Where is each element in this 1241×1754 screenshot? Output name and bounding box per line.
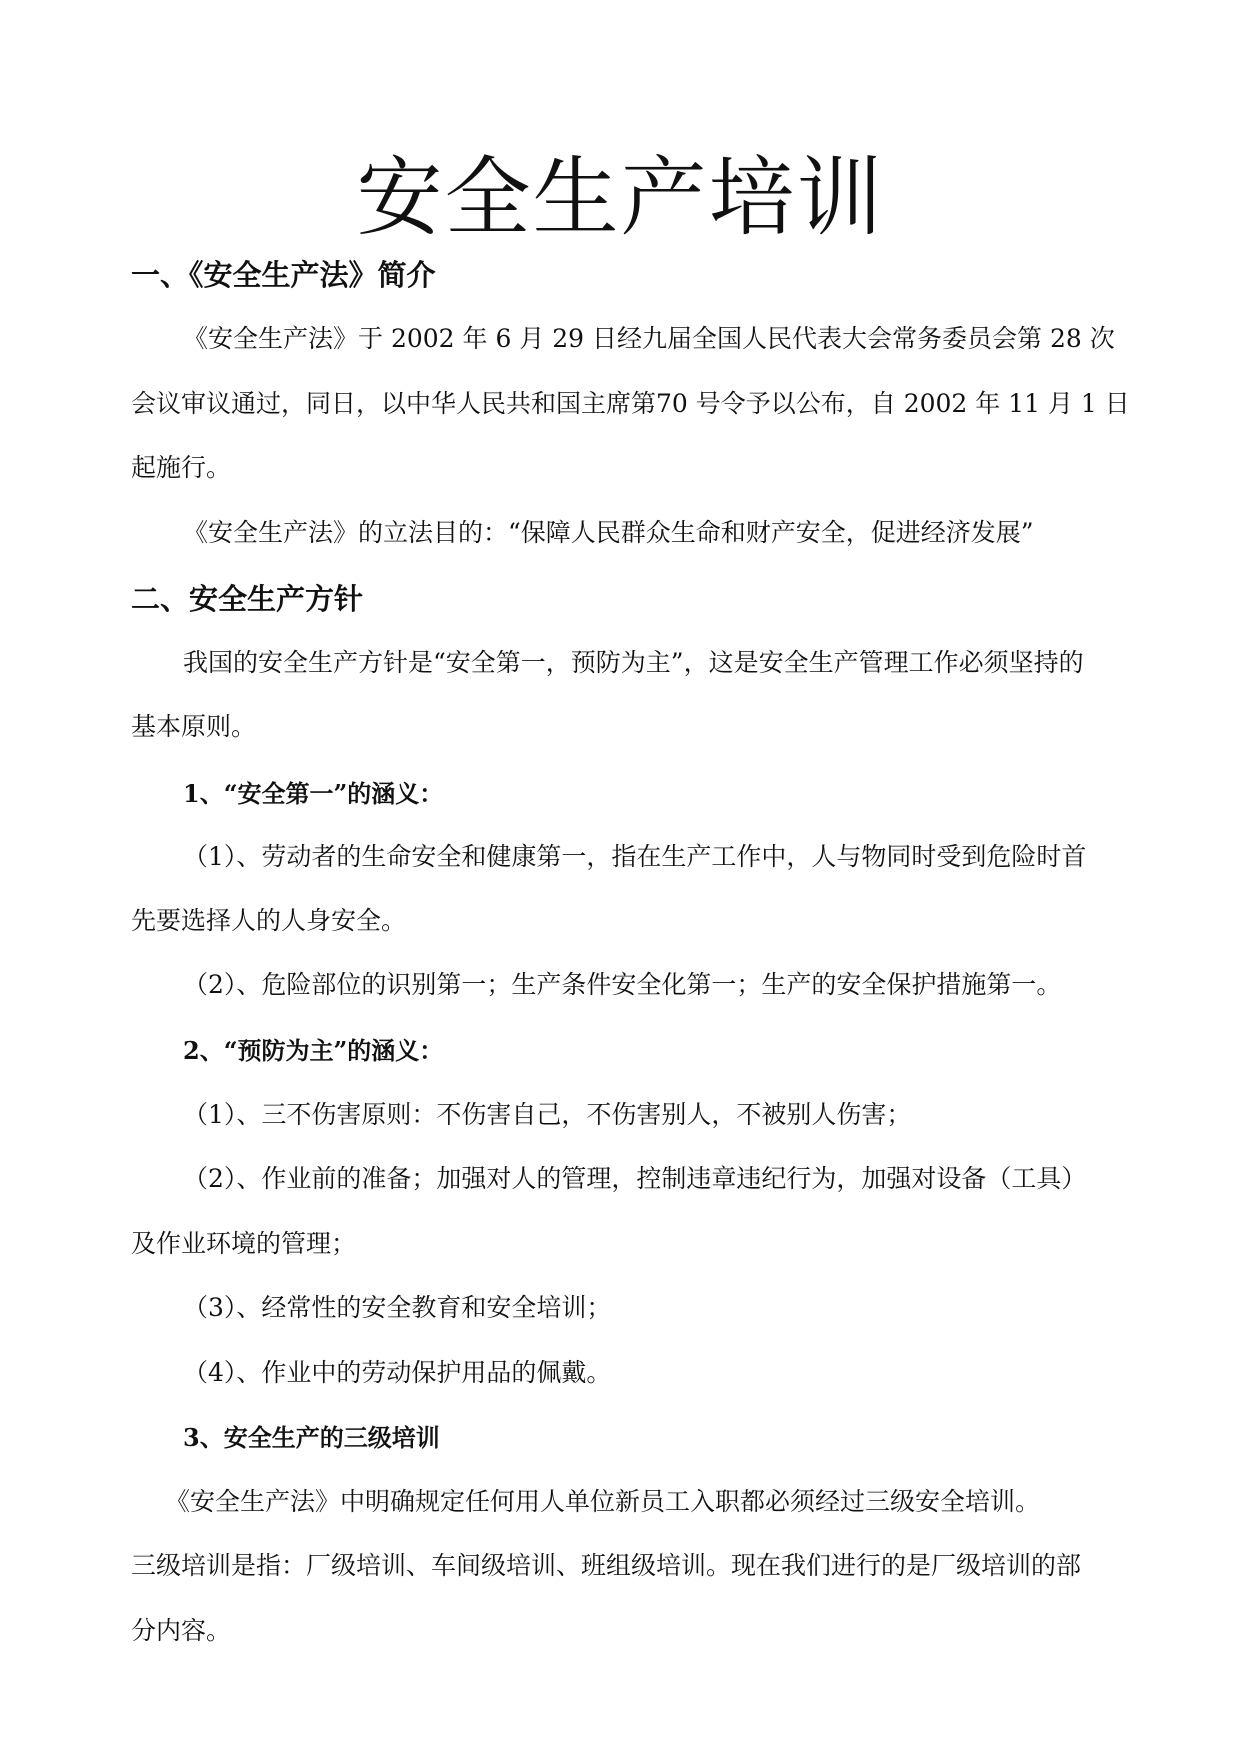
- sub2-item4: （4）、作业中的劳动保护用品的佩戴。: [183, 1358, 612, 1387]
- section2-heading: 二、安全生产方针: [131, 582, 364, 616]
- section1-p2: 《安全生产法》的立法目的：“保障人民群众生命和财产安全，促进经济发展”: [183, 518, 1034, 547]
- sub1-item1-line2: 先要选择人的人身安全。: [131, 906, 407, 935]
- sub3-heading: 3、安全生产的三级培训: [183, 1423, 440, 1452]
- sub3-p-line2: 三级培训是指：厂级培训、车间级培训、班组级培训。现在我们进行的是厂级培训的部: [131, 1551, 1082, 1580]
- section2-p1-line1: 我国的安全生产方针是“安全第一，预防为主”，这是安全生产管理工作必须坚持的: [183, 648, 1084, 677]
- section1-p1-line2: 会议审议通过，同日，以中华人民共和国主席第70 号令予以公布，自 2002 年 11 月 1 日: [131, 389, 1130, 418]
- sub2-heading: 2、“预防为主”的涵义：: [183, 1036, 444, 1065]
- sub2-item3: （3）、经常性的安全教育和安全培训；: [183, 1293, 612, 1322]
- sub1-item1-line1: （1）、劳动者的生命安全和健康第一，指在生产工作中，人与物同时受到危险时首: [183, 842, 1087, 871]
- sub2-item2-line1: （2）、作业前的准备；加强对人的管理，控制违章违纪行为，加强对设备（工具）: [183, 1164, 1087, 1193]
- section1-heading: 一、《安全生产法》简介: [131, 258, 436, 292]
- document-title: 安全生产培训: [356, 148, 885, 248]
- sub1-heading: 1、“安全第一”的涵义：: [183, 779, 444, 808]
- section1-p1-line1: 《安全生产法》于 2002 年 6 月 29 日经九届全国人民代表大会常务委员会第 28 次: [183, 324, 1115, 353]
- sub2-item1: （1）、三不伤害原则：不伤害自己，不伤害别人，不被别人伤害；: [183, 1100, 912, 1129]
- sub2-item2-line2: 及作业环境的管理；: [131, 1229, 357, 1258]
- sub3-p-line3: 分内容。: [131, 1616, 232, 1645]
- section1-p1-line3: 起施行。: [131, 453, 232, 482]
- section2-p1-line2: 基本原则。: [131, 712, 257, 741]
- sub3-p-line1: 《安全生产法》中明确规定任何用人单位新员工入职都必须经过三级安全培训。: [165, 1487, 1041, 1516]
- sub1-item2: （2）、危险部位的识别第一；生产条件安全化第一；生产的安全保护措施第一。: [183, 970, 1062, 999]
